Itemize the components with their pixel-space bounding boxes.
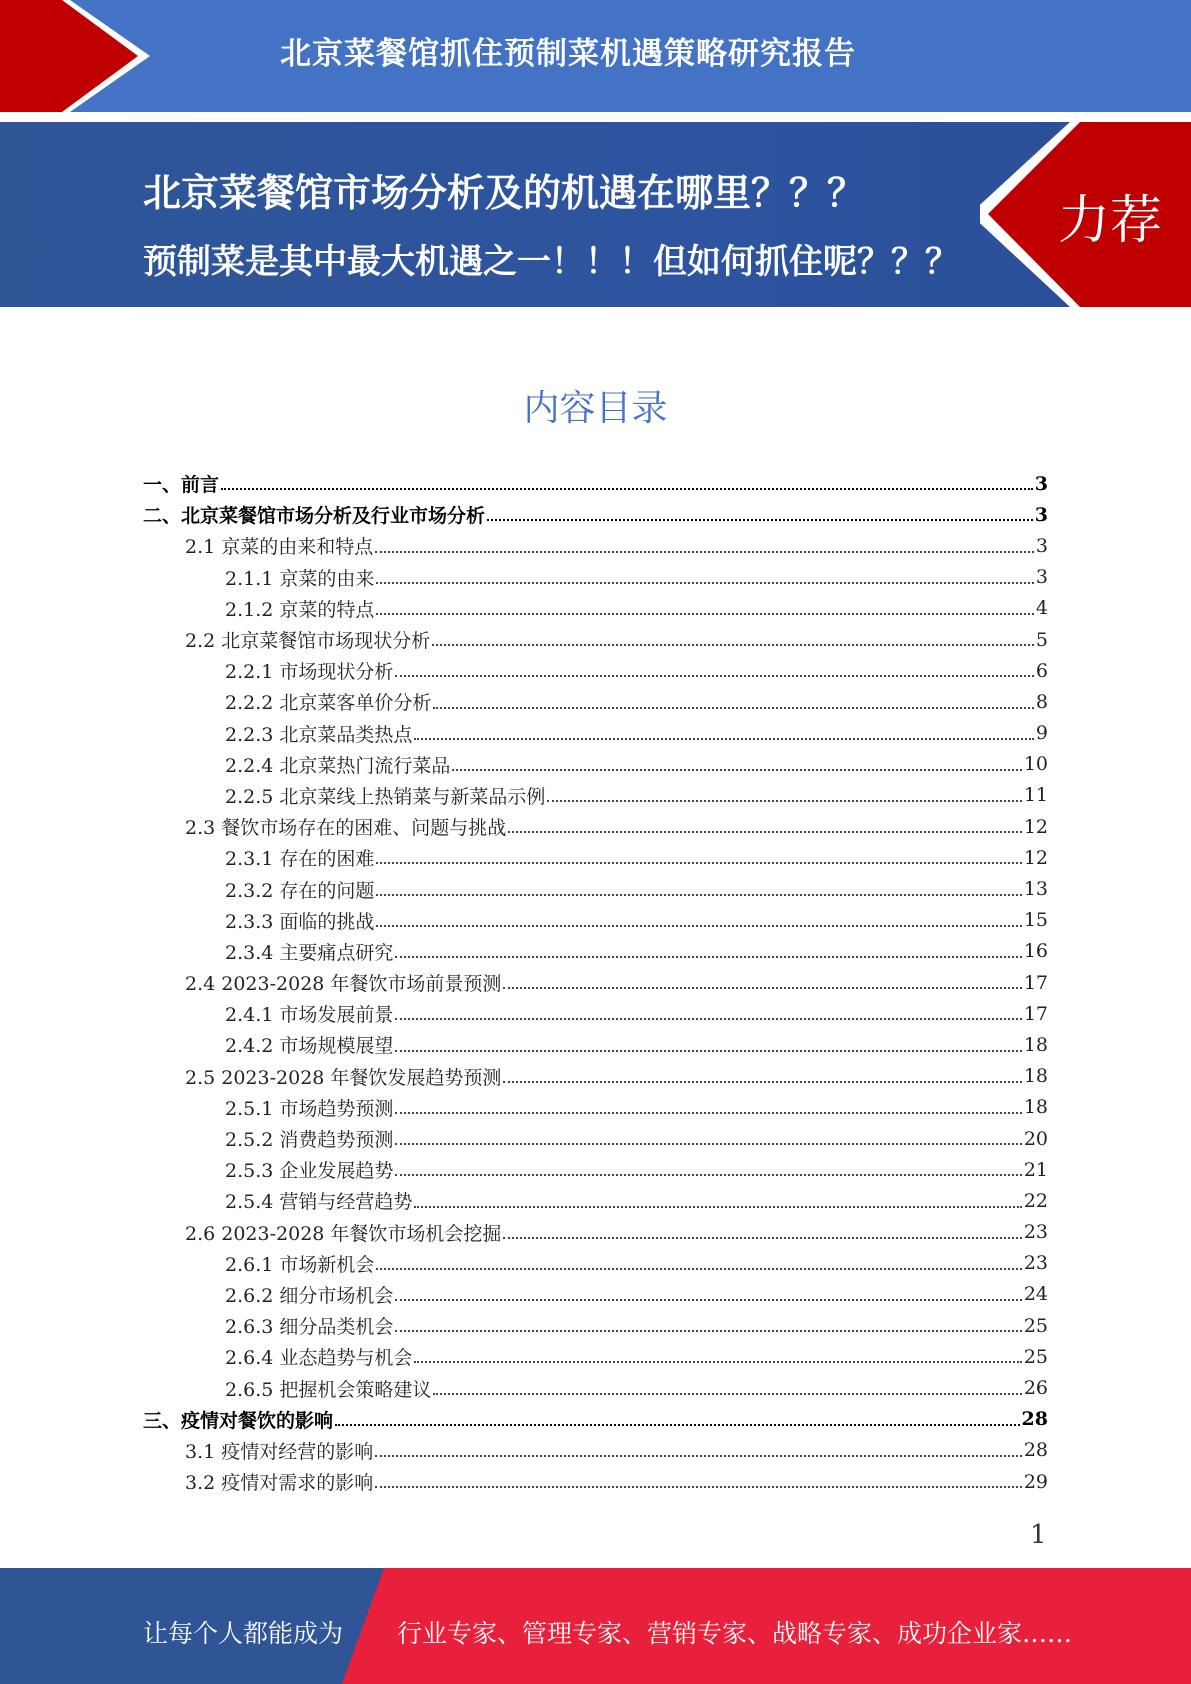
- toc-dot-leader: [375, 1455, 1022, 1457]
- table-of-contents: [143, 468, 1048, 1497]
- toc-entry[interactable]: [143, 1372, 1048, 1403]
- toc-entry-page: 18: [1023, 1096, 1048, 1119]
- toc-entry[interactable]: [143, 1341, 1048, 1372]
- toc-entry-page: 13: [1023, 878, 1048, 901]
- toc-dot-leader: [395, 1050, 1021, 1052]
- toc-dot-leader: [335, 1424, 1020, 1426]
- toc-entry-label: 2.3.4 主要痛点研究: [225, 941, 394, 964]
- toc-entry[interactable]: [143, 1061, 1048, 1092]
- toc-dot-leader: [503, 1081, 1021, 1083]
- toc-entry-page: 9: [1035, 722, 1048, 745]
- toc-entry[interactable]: [143, 780, 1048, 811]
- toc-entry-label: 2.2.3 北京菜品类热点: [225, 723, 413, 746]
- toc-entry[interactable]: [143, 1185, 1048, 1216]
- toc-dot-leader: [452, 769, 1021, 771]
- toc-entry-label: 2.6.5 把握机会策略建议: [225, 1378, 432, 1401]
- toc-entry-label: 2.3.2 存在的问题: [225, 879, 375, 902]
- toc-entry-label: 2.6.4 业态趋势与机会: [225, 1347, 413, 1370]
- toc-entry-label: 2.2.2 北京菜客单价分析: [225, 692, 432, 715]
- toc-entry-label: 3.1 疫情对经营的影响: [185, 1440, 374, 1463]
- toc-entry-page: 25: [1023, 1345, 1048, 1368]
- toc-dot-leader: [375, 1486, 1022, 1488]
- toc-dot-leader: [508, 831, 1022, 833]
- toc-dot-leader: [376, 613, 1034, 615]
- toc-dot-leader: [395, 1299, 1021, 1301]
- toc-entry-label: 2.1 京菜的由来和特点: [185, 536, 374, 559]
- toc-entry-label: 2.2.1 市场现状分析: [225, 661, 394, 684]
- toc-entry-label: 一、前言: [143, 474, 220, 497]
- toc-dot-leader: [433, 707, 1034, 709]
- toc-entry[interactable]: [143, 873, 1048, 904]
- toc-dot-leader: [376, 1268, 1021, 1270]
- toc-entry[interactable]: [143, 998, 1048, 1029]
- toc-entry[interactable]: [143, 1123, 1048, 1154]
- headline-subtitle: 预制菜是其中最大机遇之一！！！但如何抓住呢？？？: [143, 242, 959, 282]
- toc-entry[interactable]: [143, 468, 1048, 499]
- toc-entry-label: 2.5 2023-2028 年餐饮发展趋势预测: [185, 1066, 502, 1089]
- toc-entry-label: 2.4.2 市场规模展望: [225, 1035, 394, 1058]
- toc-dot-leader: [414, 1361, 1021, 1363]
- toc-entry[interactable]: [143, 718, 1048, 749]
- toc-entry-label: 2.6.3 细分品类机会: [225, 1316, 394, 1339]
- toc-entry-page: 28: [1023, 1439, 1048, 1462]
- toc-entry-page: 12: [1023, 815, 1048, 838]
- toc-entry[interactable]: [143, 499, 1048, 530]
- toc-entry[interactable]: [143, 1217, 1048, 1248]
- toc-entry-page: 12: [1023, 846, 1048, 869]
- toc-entry[interactable]: [143, 1310, 1048, 1341]
- toc-entry-page: 20: [1023, 1127, 1048, 1150]
- toc-entry-label: 2.4.1 市场发展前景: [225, 1004, 394, 1027]
- toc-entry[interactable]: [143, 593, 1048, 624]
- toc-dot-leader: [414, 1206, 1021, 1208]
- toc-dot-leader: [395, 956, 1021, 958]
- toc-dot-leader: [433, 1393, 1021, 1395]
- toc-entry[interactable]: [143, 530, 1048, 561]
- footer-slogan-right: 行业专家、管理专家、营销专家、战略专家、成功企业家……: [397, 1619, 1073, 1648]
- headline-question: 北京菜餐馆市场分析及的机遇在哪里？？？: [143, 171, 866, 215]
- toc-entry-page: 29: [1023, 1470, 1048, 1493]
- toc-dot-leader: [395, 1018, 1021, 1020]
- toc-dot-leader: [414, 738, 1034, 740]
- toc-dot-leader: [376, 582, 1034, 584]
- toc-entry-page: 3: [1035, 566, 1048, 589]
- toc-entry-page: 8: [1035, 690, 1048, 713]
- toc-entry-page: 28: [1021, 1408, 1048, 1431]
- toc-entry[interactable]: [143, 905, 1048, 936]
- toc-dot-leader: [376, 925, 1021, 927]
- toc-entry-page: 23: [1023, 1252, 1048, 1275]
- toc-entry-label: 2.3 餐饮市场存在的困难、问题与挑战: [185, 817, 507, 840]
- toc-entry[interactable]: [143, 1466, 1048, 1497]
- toc-entry[interactable]: [143, 686, 1048, 717]
- toc-entry-page: 3: [1034, 472, 1048, 495]
- toc-entry-page: 6: [1035, 659, 1048, 682]
- toc-entry[interactable]: [143, 1404, 1048, 1435]
- toc-dot-leader: [487, 519, 1033, 521]
- toc-entry[interactable]: [143, 842, 1048, 873]
- toc-entry-label: 2.6.2 细分市场机会: [225, 1284, 394, 1307]
- toc-entry[interactable]: [143, 655, 1048, 686]
- toc-entry[interactable]: [143, 811, 1048, 842]
- toc-entry[interactable]: [143, 1154, 1048, 1185]
- toc-entry-label: 二、北京菜餐馆市场分析及行业市场分析: [143, 505, 486, 528]
- toc-entry-label: 3.2 疫情对需求的影响: [185, 1472, 374, 1495]
- toc-entry-page: 16: [1023, 940, 1048, 963]
- toc-dot-leader: [395, 1330, 1021, 1332]
- toc-entry[interactable]: [143, 936, 1048, 967]
- toc-entry-page: 18: [1023, 1033, 1048, 1056]
- toc-entry-page: 25: [1023, 1314, 1048, 1337]
- toc-entry-page: 23: [1023, 1221, 1048, 1244]
- toc-entry[interactable]: [143, 749, 1048, 780]
- toc-title: 内容目录: [523, 388, 668, 429]
- toc-entry[interactable]: [143, 967, 1048, 998]
- toc-entry-label: 2.6 2023-2028 年餐饮市场机会挖掘: [185, 1222, 502, 1245]
- toc-dot-leader: [395, 1174, 1021, 1176]
- toc-entry-page: 22: [1023, 1189, 1048, 1212]
- toc-entry-label: 2.2.4 北京菜热门流行菜品: [225, 754, 451, 777]
- footer-slogan-left: 让每个人都能成为: [143, 1619, 344, 1648]
- toc-entry-label: 2.6.1 市场新机会: [225, 1253, 375, 1276]
- toc-entry-page: 17: [1023, 1002, 1048, 1025]
- toc-entry-label: 2.4 2023-2028 年餐饮市场前景预测: [185, 973, 502, 996]
- toc-dot-leader: [395, 1143, 1021, 1145]
- toc-dot-leader: [395, 675, 1034, 677]
- toc-entry[interactable]: [143, 1092, 1048, 1123]
- toc-entry-label: 2.3.3 面临的挑战: [225, 910, 375, 933]
- toc-dot-leader: [375, 551, 1034, 553]
- toc-entry-page: 3: [1034, 503, 1048, 526]
- toc-entry-label: 2.5.4 营销与经营趋势: [225, 1191, 413, 1214]
- toc-entry-page: 15: [1023, 909, 1048, 932]
- toc-entry[interactable]: [143, 1279, 1048, 1310]
- recommend-badge: 力荐: [1058, 191, 1163, 251]
- toc-entry-page: 4: [1035, 597, 1048, 620]
- toc-dot-leader: [503, 1237, 1021, 1239]
- report-title: 北京菜餐馆抓住预制菜机遇策略研究报告: [280, 36, 856, 72]
- toc-entry-page: 11: [1023, 784, 1048, 807]
- red-chevron-icon: [0, 0, 160, 112]
- toc-entry-label: 2.2 北京菜餐馆市场现状分析: [185, 630, 431, 653]
- toc-entry-page: 3: [1035, 534, 1048, 557]
- toc-dot-leader: [376, 862, 1021, 864]
- toc-entry-page: 21: [1023, 1158, 1048, 1181]
- toc-entry-label: 2.3.1 存在的困难: [225, 848, 375, 871]
- toc-entry[interactable]: [143, 1248, 1048, 1279]
- toc-entry[interactable]: [143, 562, 1048, 593]
- toc-entry-label: 2.5.1 市场趋势预测: [225, 1097, 394, 1120]
- toc-entry-label: 2.2.5 北京菜线上热销菜与新菜品示例: [225, 785, 546, 808]
- toc-entry-label: 2.5.2 消费趋势预测: [225, 1129, 394, 1152]
- toc-entry[interactable]: [143, 624, 1048, 655]
- toc-dot-leader: [432, 644, 1034, 646]
- toc-entry[interactable]: [143, 1435, 1048, 1466]
- toc-dot-leader: [395, 1112, 1021, 1114]
- toc-entry-label: 2.5.3 企业发展趋势: [225, 1160, 394, 1183]
- toc-entry-page: 5: [1035, 628, 1048, 651]
- toc-entry[interactable]: [143, 1029, 1048, 1060]
- toc-dot-leader: [547, 800, 1021, 802]
- page-number: 1: [1030, 1520, 1047, 1550]
- toc-entry-page: 10: [1023, 753, 1048, 776]
- toc-dot-leader: [376, 894, 1021, 896]
- toc-entry-page: 24: [1023, 1283, 1048, 1306]
- toc-dot-leader: [221, 488, 1033, 490]
- toc-dot-leader: [503, 987, 1021, 989]
- toc-entry-label: 2.1.1 京菜的由来: [225, 567, 375, 590]
- toc-entry-label: 三、疫情对餐饮的影响: [143, 1409, 334, 1432]
- toc-entry-page: 17: [1023, 971, 1048, 994]
- toc-entry-page: 18: [1023, 1065, 1048, 1088]
- toc-entry-page: 26: [1023, 1377, 1048, 1400]
- toc-entry-label: 2.1.2 京菜的特点: [225, 598, 375, 621]
